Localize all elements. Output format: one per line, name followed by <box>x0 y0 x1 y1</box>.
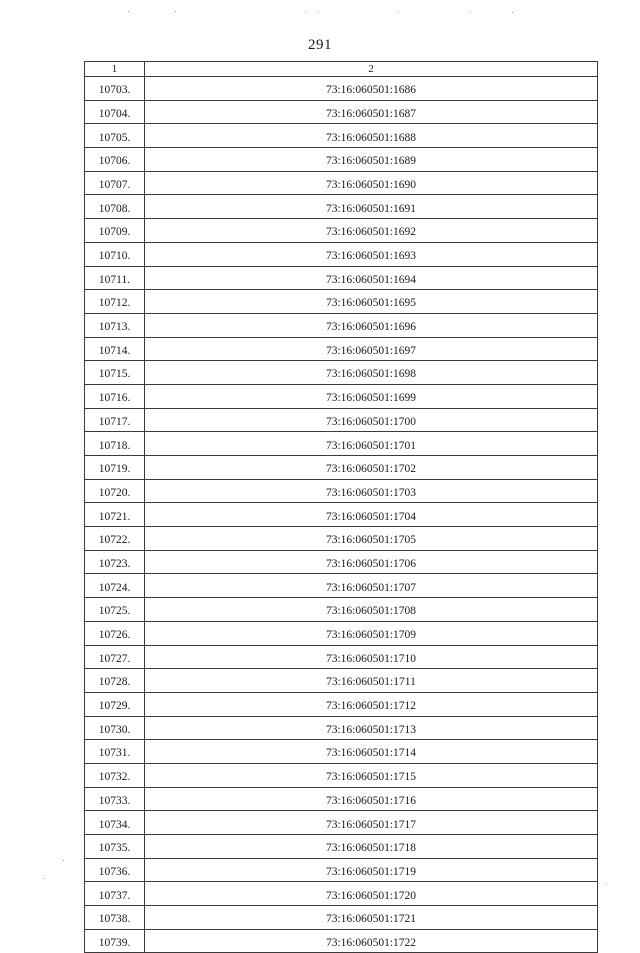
table-row <box>85 503 598 527</box>
row-number: 10721. <box>85 503 145 527</box>
row-number: 10711. <box>85 266 145 290</box>
row-number: 10703. <box>85 77 145 101</box>
row-number: 10734. <box>85 811 145 835</box>
scan-speck <box>606 883 607 884</box>
row-number: 10726. <box>85 621 145 645</box>
cadastral-number: 73:16:060501:1716 <box>145 787 598 811</box>
row-number: 10715. <box>85 361 145 385</box>
row-number: 10735. <box>85 835 145 859</box>
row-number: 10723. <box>85 550 145 574</box>
table-row <box>85 645 598 669</box>
table-row <box>85 811 598 835</box>
cadastral-number: 73:16:060501:1719 <box>145 858 598 882</box>
row-number: 10728. <box>85 669 145 693</box>
table-row <box>85 550 598 574</box>
table-row <box>85 408 598 432</box>
scan-speck <box>175 11 176 12</box>
cadastral-number: 73:16:060501:1698 <box>145 361 598 385</box>
registry-table <box>84 61 598 953</box>
row-number: 10719. <box>85 456 145 480</box>
scan-speck <box>470 11 471 12</box>
row-number: 10704. <box>85 100 145 124</box>
row-number: 10712. <box>85 290 145 314</box>
table-row <box>85 740 598 764</box>
scan-speck <box>63 860 64 861</box>
cadastral-number: 73:16:060501:1700 <box>145 408 598 432</box>
row-number: 10716. <box>85 384 145 408</box>
table-row <box>85 527 598 551</box>
row-number: 10737. <box>85 882 145 906</box>
scan-speck <box>44 878 45 879</box>
row-number: 10729. <box>85 692 145 716</box>
scan-speck <box>305 12 306 13</box>
table-row <box>85 763 598 787</box>
table-row <box>85 598 598 622</box>
column-header-2: 2 <box>145 62 598 77</box>
scan-speck <box>128 11 129 12</box>
cadastral-number: 73:16:060501:1695 <box>145 290 598 314</box>
row-number: 10724. <box>85 574 145 598</box>
cadastral-number: 73:16:060501:1702 <box>145 456 598 480</box>
table-row <box>85 432 598 456</box>
cadastral-number: 73:16:060501:1699 <box>145 384 598 408</box>
cadastral-number: 73:16:060501:1720 <box>145 882 598 906</box>
cadastral-number: 73:16:060501:1688 <box>145 124 598 148</box>
scan-speck <box>318 11 319 12</box>
table-row <box>85 195 598 219</box>
table-row <box>85 266 598 290</box>
table-row <box>85 906 598 930</box>
cadastral-number: 73:16:060501:1705 <box>145 527 598 551</box>
table-row <box>85 124 598 148</box>
cadastral-number: 73:16:060501:1714 <box>145 740 598 764</box>
row-number: 10717. <box>85 408 145 432</box>
table-row <box>85 313 598 337</box>
cadastral-number: 73:16:060501:1713 <box>145 716 598 740</box>
cadastral-number: 73:16:060501:1687 <box>145 100 598 124</box>
cadastral-number: 73:16:060501:1697 <box>145 337 598 361</box>
cadastral-number: 73:16:060501:1709 <box>145 621 598 645</box>
cadastral-number: 73:16:060501:1721 <box>145 906 598 930</box>
row-number: 10718. <box>85 432 145 456</box>
cadastral-number: 73:16:060501:1686 <box>145 77 598 101</box>
cadastral-number: 73:16:060501:1690 <box>145 171 598 195</box>
row-number: 10707. <box>85 171 145 195</box>
cadastral-number: 73:16:060501:1694 <box>145 266 598 290</box>
cadastral-number: 73:16:060501:1692 <box>145 219 598 243</box>
header-row <box>85 62 598 77</box>
cadastral-number: 73:16:060501:1693 <box>145 242 598 266</box>
cadastral-number: 73:16:060501:1707 <box>145 574 598 598</box>
row-number: 10733. <box>85 787 145 811</box>
table-row <box>85 361 598 385</box>
row-number: 10738. <box>85 906 145 930</box>
row-number: 10727. <box>85 645 145 669</box>
table-row <box>85 219 598 243</box>
table-row <box>85 882 598 906</box>
table-row <box>85 787 598 811</box>
row-number: 10710. <box>85 242 145 266</box>
cadastral-number: 73:16:060501:1708 <box>145 598 598 622</box>
table-row <box>85 692 598 716</box>
row-number: 10725. <box>85 598 145 622</box>
cadastral-number: 73:16:060501:1701 <box>145 432 598 456</box>
row-number: 10709. <box>85 219 145 243</box>
row-number: 10705. <box>85 124 145 148</box>
cadastral-number: 73:16:060501:1711 <box>145 669 598 693</box>
cadastral-number: 73:16:060501:1722 <box>145 929 598 953</box>
cadastral-number: 73:16:060501:1712 <box>145 692 598 716</box>
table-row <box>85 479 598 503</box>
row-number: 10714. <box>85 337 145 361</box>
row-number: 10730. <box>85 716 145 740</box>
table-row <box>85 148 598 172</box>
cadastral-number: 73:16:060501:1689 <box>145 148 598 172</box>
table-row <box>85 100 598 124</box>
table-row <box>85 929 598 953</box>
table-row <box>85 242 598 266</box>
row-number: 10736. <box>85 858 145 882</box>
row-number: 10706. <box>85 148 145 172</box>
cadastral-number: 73:16:060501:1706 <box>145 550 598 574</box>
cadastral-number: 73:16:060501:1691 <box>145 195 598 219</box>
scan-speck <box>398 12 399 13</box>
cadastral-number: 73:16:060501:1704 <box>145 503 598 527</box>
page-number: 291 <box>308 37 332 53</box>
row-number: 10722. <box>85 527 145 551</box>
cadastral-number: 73:16:060501:1696 <box>145 313 598 337</box>
row-number: 10739. <box>85 929 145 953</box>
row-number: 10731. <box>85 740 145 764</box>
cadastral-number: 73:16:060501:1717 <box>145 811 598 835</box>
table-row <box>85 171 598 195</box>
cadastral-number: 73:16:060501:1710 <box>145 645 598 669</box>
cadastral-number: 73:16:060501:1715 <box>145 763 598 787</box>
column-header-1: 1 <box>85 62 145 77</box>
row-number: 10713. <box>85 313 145 337</box>
table-header <box>85 62 598 77</box>
table-row <box>85 835 598 859</box>
cadastral-number: 73:16:060501:1703 <box>145 479 598 503</box>
table-row <box>85 290 598 314</box>
table-row <box>85 716 598 740</box>
table-row <box>85 77 598 101</box>
row-number: 10708. <box>85 195 145 219</box>
table-row <box>85 574 598 598</box>
table-row <box>85 456 598 480</box>
table-row <box>85 858 598 882</box>
table-row <box>85 669 598 693</box>
table-body <box>85 77 598 953</box>
table-row <box>85 337 598 361</box>
row-number: 10720. <box>85 479 145 503</box>
table-row <box>85 621 598 645</box>
cadastral-number: 73:16:060501:1718 <box>145 835 598 859</box>
row-number: 10732. <box>85 763 145 787</box>
scan-speck <box>512 12 513 13</box>
table-row <box>85 384 598 408</box>
